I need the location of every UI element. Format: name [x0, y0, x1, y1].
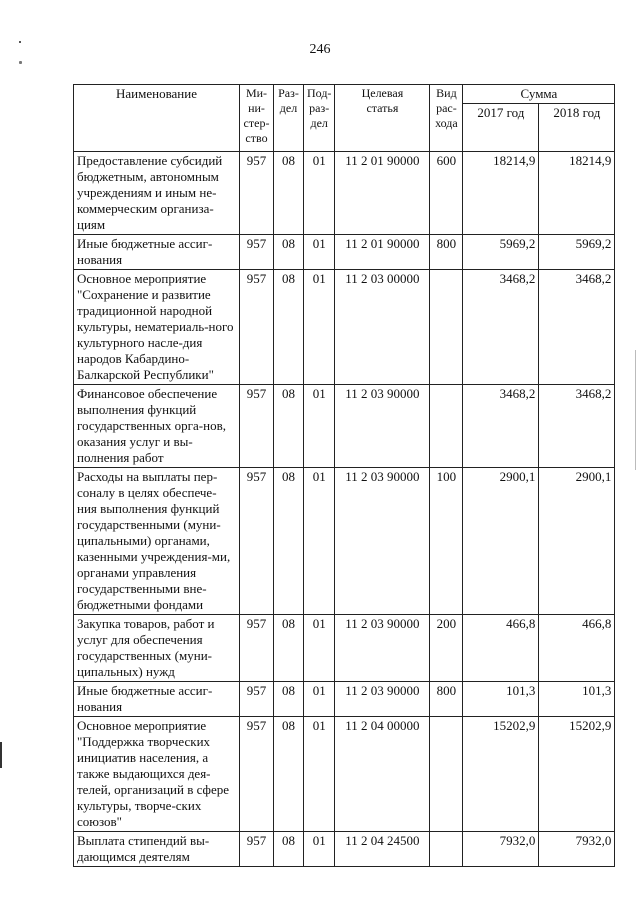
row-type [430, 832, 463, 867]
scan-edge-line [635, 350, 636, 470]
row-2018: 466,8 [539, 615, 615, 682]
row-target: 11 2 03 90000 [335, 468, 430, 615]
row-name: Расходы на выплаты пер-соналу в целях обеспече-ния выполнения функций государственными (муни-ципальными) органами, казенными учреждения-ми, органами управления государственными вне-бюджетными фондами [74, 468, 240, 615]
table-row [74, 385, 615, 468]
row-section: 08 [274, 152, 304, 235]
row-section: 08 [274, 270, 304, 385]
row-2018: 7932,0 [539, 832, 615, 867]
row-ministry: 957 [240, 832, 274, 867]
row-ministry: 957 [240, 270, 274, 385]
row-2018: 2900,1 [539, 468, 615, 615]
row-section: 08 [274, 235, 304, 270]
row-2017: 3468,2 [463, 270, 539, 385]
row-2017: 15202,9 [463, 717, 539, 832]
table-row [74, 235, 615, 270]
row-section: 08 [274, 717, 304, 832]
row-target: 11 2 03 90000 [335, 615, 430, 682]
row-type [430, 270, 463, 385]
row-ministry: 957 [240, 468, 274, 615]
row-ministry: 957 [240, 615, 274, 682]
row-2017: 2900,1 [463, 468, 539, 615]
row-type: 800 [430, 235, 463, 270]
row-subsection: 01 [304, 615, 335, 682]
row-name: Закупка товаров, работ и услуг для обеспечения государственных (муни-ципальных) нужд [74, 615, 240, 682]
row-ministry: 957 [240, 385, 274, 468]
row-2018: 3468,2 [539, 270, 615, 385]
header-target-text: Целевая статья [361, 86, 404, 115]
row-type [430, 717, 463, 832]
row-subsection: 01 [304, 235, 335, 270]
header-expense-type [430, 85, 463, 152]
table-row [74, 717, 615, 832]
row-section: 08 [274, 385, 304, 468]
row-2017: 7932,0 [463, 832, 539, 867]
row-2017: 101,3 [463, 682, 539, 717]
budget-table [73, 84, 615, 867]
row-target: 11 2 03 90000 [335, 682, 430, 717]
header-ministry [240, 85, 274, 152]
row-2017: 3468,2 [463, 385, 539, 468]
table-row [74, 270, 615, 385]
row-ministry: 957 [240, 717, 274, 832]
row-target: 11 2 03 90000 [335, 385, 430, 468]
row-target: 11 2 01 90000 [335, 152, 430, 235]
row-type: 200 [430, 615, 463, 682]
row-2017: 466,8 [463, 615, 539, 682]
row-name: Предоставление субсидий бюджетным, автономным учреждениям и иным не-коммерческим организа-циям [74, 152, 240, 235]
row-type: 800 [430, 682, 463, 717]
header-subsection-text: Под- раз- дел [307, 86, 332, 130]
table-row [74, 615, 615, 682]
row-type [430, 385, 463, 468]
row-section: 08 [274, 832, 304, 867]
row-2018: 5969,2 [539, 235, 615, 270]
table-row [74, 832, 615, 867]
page-number: 246 [309, 42, 331, 57]
row-type: 600 [430, 152, 463, 235]
row-name: Выплата стипендий вы-дающимся деятелям [74, 832, 240, 867]
row-ministry: 957 [240, 152, 274, 235]
header-year-2018: 2018 год [539, 104, 615, 152]
header-subsection [304, 85, 335, 152]
row-target: 11 2 04 00000 [335, 717, 430, 832]
row-section: 08 [274, 468, 304, 615]
row-name: Финансовое обеспечение выполнения функций государственных орга-нов, оказания услуг и вы-полнения работ [74, 385, 240, 468]
header-target [335, 85, 430, 152]
row-ministry: 957 [240, 682, 274, 717]
row-name: Иные бюджетные ассиг-нования [74, 682, 240, 717]
row-2017: 5969,2 [463, 235, 539, 270]
row-subsection: 01 [304, 717, 335, 832]
row-name: Иные бюджетные ассиг-нования [74, 235, 240, 270]
scan-edge-mark [0, 742, 2, 768]
header-year-2017: 2017 год [463, 104, 539, 152]
row-target: 11 2 03 00000 [335, 270, 430, 385]
row-2018: 18214,9 [539, 152, 615, 235]
row-subsection: 01 [304, 385, 335, 468]
row-type: 100 [430, 468, 463, 615]
header-section [274, 85, 304, 152]
header-sum: Сумма [463, 85, 615, 104]
row-2018: 15202,9 [539, 717, 615, 832]
row-target: 11 2 01 90000 [335, 235, 430, 270]
header-name: Наименование [74, 85, 240, 152]
header-ministry-text: Ми- ни- стер- ство [243, 86, 270, 145]
scan-speck [19, 61, 22, 64]
row-2018: 101,3 [539, 682, 615, 717]
header-section-text: Раз- дел [278, 86, 299, 115]
row-section: 08 [274, 682, 304, 717]
row-subsection: 01 [304, 682, 335, 717]
row-subsection: 01 [304, 270, 335, 385]
table-row [74, 468, 615, 615]
row-subsection: 01 [304, 468, 335, 615]
row-ministry: 957 [240, 235, 274, 270]
row-2018: 3468,2 [539, 385, 615, 468]
table-row [74, 152, 615, 235]
row-subsection: 01 [304, 152, 335, 235]
table-row [74, 682, 615, 717]
row-name: Основное мероприятие "Сохранение и развитие традиционной народной культуры, нематериаль-ного культурного насле-дия народов Кабардино-Балкарской Республики" [74, 270, 240, 385]
row-2017: 18214,9 [463, 152, 539, 235]
row-section: 08 [274, 615, 304, 682]
row-name: Основное мероприятие "Поддержка творческих инициатив населения, а также выдающихся дея-телей, организаций в сфере культуры, творче-ских союзов" [74, 717, 240, 832]
header-expense-type-text: Вид рас- хода [435, 86, 458, 130]
row-subsection: 01 [304, 832, 335, 867]
row-target: 11 2 04 24500 [335, 832, 430, 867]
